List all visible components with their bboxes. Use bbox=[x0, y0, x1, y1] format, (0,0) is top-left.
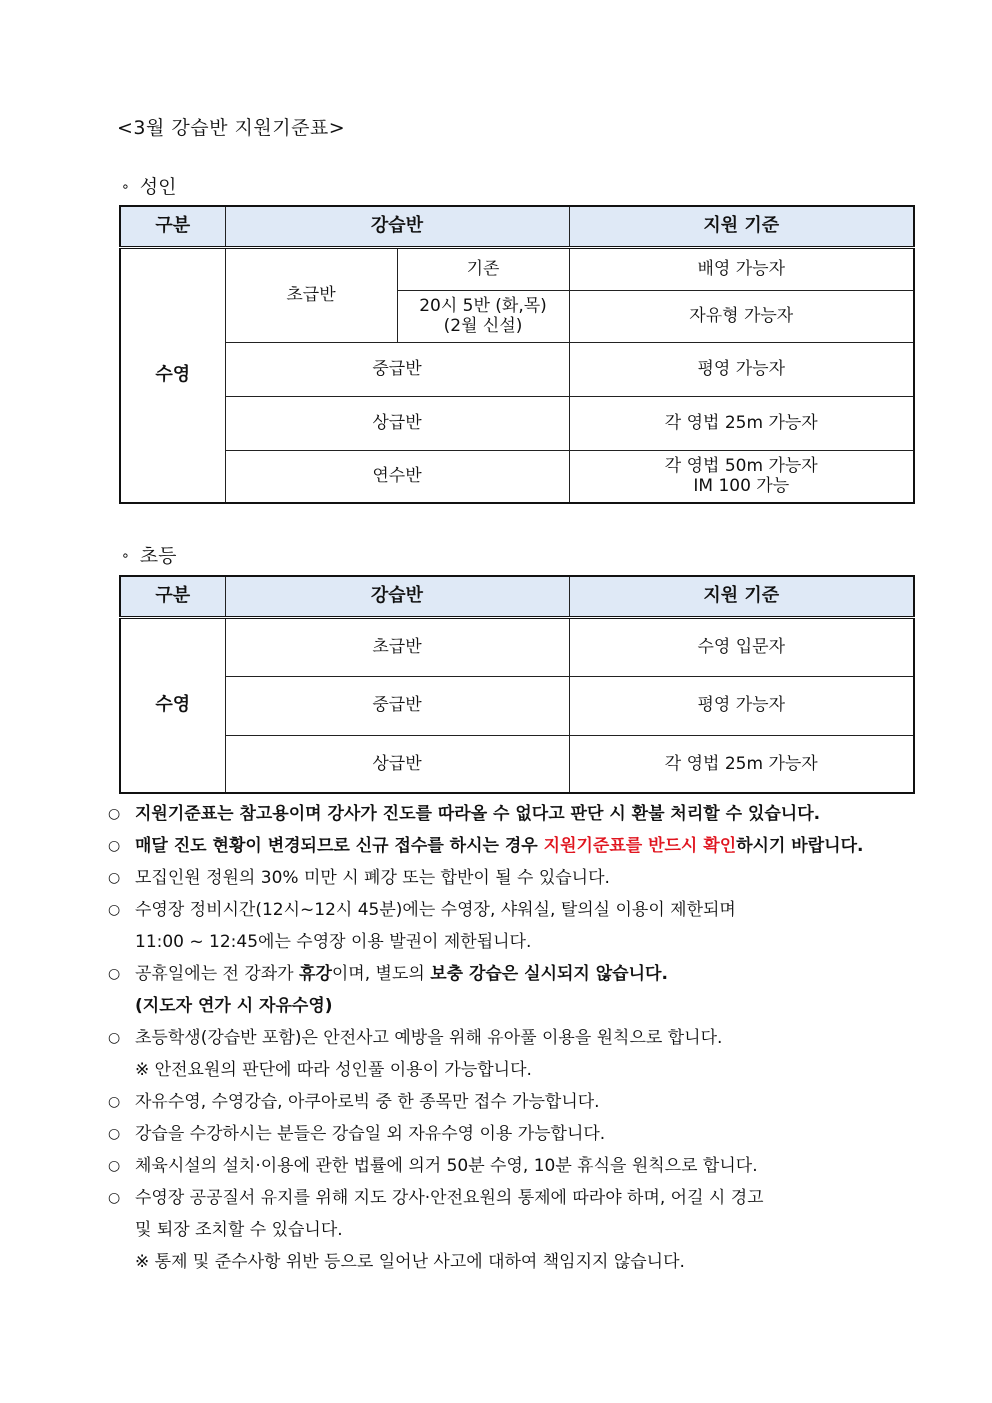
table-row bbox=[120, 396, 914, 450]
note-subtext: ※ 통제 및 준수사항 위반 등으로 일어난 사고에 대하여 책임지지 않습니다. bbox=[135, 1252, 685, 1272]
note-item bbox=[108, 894, 908, 958]
table-row bbox=[120, 735, 914, 793]
category-cell: 수영 bbox=[120, 617, 225, 793]
note-text-bold: 보충 강습은 실시되지 않습니다. bbox=[430, 964, 668, 984]
header-class: 강습반 bbox=[225, 576, 569, 617]
note-item bbox=[108, 1022, 908, 1086]
circle-bullet-icon: ○ bbox=[108, 1190, 121, 1206]
note-item bbox=[108, 862, 908, 894]
circle-bullet-icon: ○ bbox=[108, 966, 121, 982]
table-row bbox=[120, 676, 914, 735]
class-cell: 중급반 bbox=[225, 676, 569, 735]
note-item bbox=[108, 1086, 908, 1118]
table-row bbox=[120, 342, 914, 396]
note-text: 지원기준표는 참고용이며 강사가 진도를 따라올 수 없다고 판단 시 환불 처리할 수 있습니다. bbox=[135, 804, 821, 824]
note-item bbox=[108, 958, 908, 1022]
class-cell: 연수반 bbox=[225, 450, 569, 503]
table-row bbox=[120, 617, 914, 676]
adult-criteria-table bbox=[119, 205, 915, 504]
table-row bbox=[120, 247, 914, 290]
criteria-cell: 수영 입문자 bbox=[569, 617, 914, 676]
note-text-bold: (지도자 연가 시 자유수영) bbox=[135, 996, 333, 1016]
note-text: 체육시설의 설치·이용에 관한 법률에 의거 50분 수영, 10분 휴식을 원칙으로 합니다. bbox=[135, 1156, 758, 1176]
section-label-text: 초등 bbox=[139, 545, 177, 567]
section-label-adult bbox=[121, 172, 176, 199]
header-category: 구분 bbox=[120, 206, 225, 247]
subclass-line: 20시 5반 (화,목) bbox=[419, 295, 547, 316]
criteria-cell: 배영 가능자 bbox=[569, 247, 914, 290]
section-dot-icon: ∘ bbox=[121, 179, 130, 195]
elementary-criteria-table bbox=[119, 575, 915, 794]
note-text: 모집인원 정원의 30% 미만 시 폐강 또는 합반이 될 수 있습니다. bbox=[135, 868, 610, 888]
subclass-cell: 기존 bbox=[397, 247, 569, 290]
criteria-cell: 각 영법 25m 가능자 bbox=[569, 735, 914, 793]
note-subtext: ※ 안전요원의 판단에 따라 성인풀 이용이 가능합니다. bbox=[135, 1060, 532, 1080]
subclass-cell bbox=[397, 290, 569, 342]
note-text: 11:00 ~ 12:45에는 수영장 이용 발권이 제한됩니다. bbox=[135, 932, 532, 952]
note-item bbox=[108, 798, 908, 830]
criteria-cell: 평영 가능자 bbox=[569, 676, 914, 735]
class-cell: 초급반 bbox=[225, 247, 397, 342]
note-text: 및 퇴장 조치할 수 있습니다. bbox=[135, 1220, 343, 1240]
circle-bullet-icon: ○ bbox=[108, 870, 121, 886]
header-class: 강습반 bbox=[225, 206, 569, 247]
class-cell: 중급반 bbox=[225, 342, 569, 396]
section-dot-icon: ∘ bbox=[121, 548, 130, 564]
category-cell: 수영 bbox=[120, 247, 225, 503]
note-text: 하시기 바랍니다. bbox=[736, 836, 864, 856]
note-text: 수영장 정비시간(12시~12시 45분)에는 수영장, 샤워실, 탈의실 이용이 제한되며 bbox=[135, 900, 736, 920]
circle-bullet-icon: ○ bbox=[108, 838, 121, 854]
subclass-line: (2월 신설) bbox=[443, 316, 523, 336]
page-title: <3월 강습반 지원기준표> bbox=[117, 117, 346, 139]
table-row bbox=[120, 450, 914, 503]
note-text: 이며, 별도의 bbox=[331, 964, 431, 984]
criteria-line: 각 영법 50m 가능자 bbox=[664, 455, 818, 476]
circle-bullet-icon: ○ bbox=[108, 1030, 121, 1046]
header-criteria: 지원 기준 bbox=[569, 576, 914, 617]
criteria-line: IM 100 가능 bbox=[693, 476, 790, 497]
note-text: 매달 진도 현황이 변경되므로 신규 접수를 하시는 경우 bbox=[135, 836, 544, 856]
note-text: 자유수영, 수영강습, 아쿠아로빅 중 한 종목만 접수 가능합니다. bbox=[135, 1092, 600, 1112]
criteria-cell: 평영 가능자 bbox=[569, 342, 914, 396]
note-text: 초등학생(강습반 포함)은 안전사고 예방을 위해 유아풀 이용을 원칙으로 합니다. bbox=[135, 1028, 723, 1048]
header-category: 구분 bbox=[120, 576, 225, 617]
class-cell: 상급반 bbox=[225, 396, 569, 450]
note-text: 공휴일에는 전 강좌가 bbox=[135, 964, 300, 984]
note-item bbox=[108, 830, 908, 862]
circle-bullet-icon: ○ bbox=[108, 1126, 121, 1142]
header-criteria: 지원 기준 bbox=[569, 206, 914, 247]
criteria-cell bbox=[569, 450, 914, 503]
note-text-emphasis: 지원기준표를 반드시 확인 bbox=[543, 836, 737, 856]
note-item bbox=[108, 1150, 908, 1182]
criteria-cell: 각 영법 25m 가능자 bbox=[569, 396, 914, 450]
note-text-bold: 휴강 bbox=[299, 964, 332, 984]
note-item bbox=[108, 1182, 908, 1278]
notes-list bbox=[108, 798, 908, 1278]
section-label-elementary bbox=[121, 541, 176, 568]
class-cell: 상급반 bbox=[225, 735, 569, 793]
circle-bullet-icon: ○ bbox=[108, 902, 121, 918]
note-text: 수영장 공공질서 유지를 위해 지도 강사·안전요원의 통제에 따라야 하며, 어길 시 경고 bbox=[135, 1188, 764, 1208]
note-item bbox=[108, 1118, 908, 1150]
criteria-cell: 자유형 가능자 bbox=[569, 290, 914, 342]
circle-bullet-icon: ○ bbox=[108, 1094, 121, 1110]
section-label-text: 성인 bbox=[139, 176, 177, 198]
circle-bullet-icon: ○ bbox=[108, 1158, 121, 1174]
note-text: 강습을 수강하시는 분들은 강습일 외 자유수영 이용 가능합니다. bbox=[135, 1124, 606, 1144]
class-cell: 초급반 bbox=[225, 617, 569, 676]
circle-bullet-icon: ○ bbox=[108, 806, 121, 822]
